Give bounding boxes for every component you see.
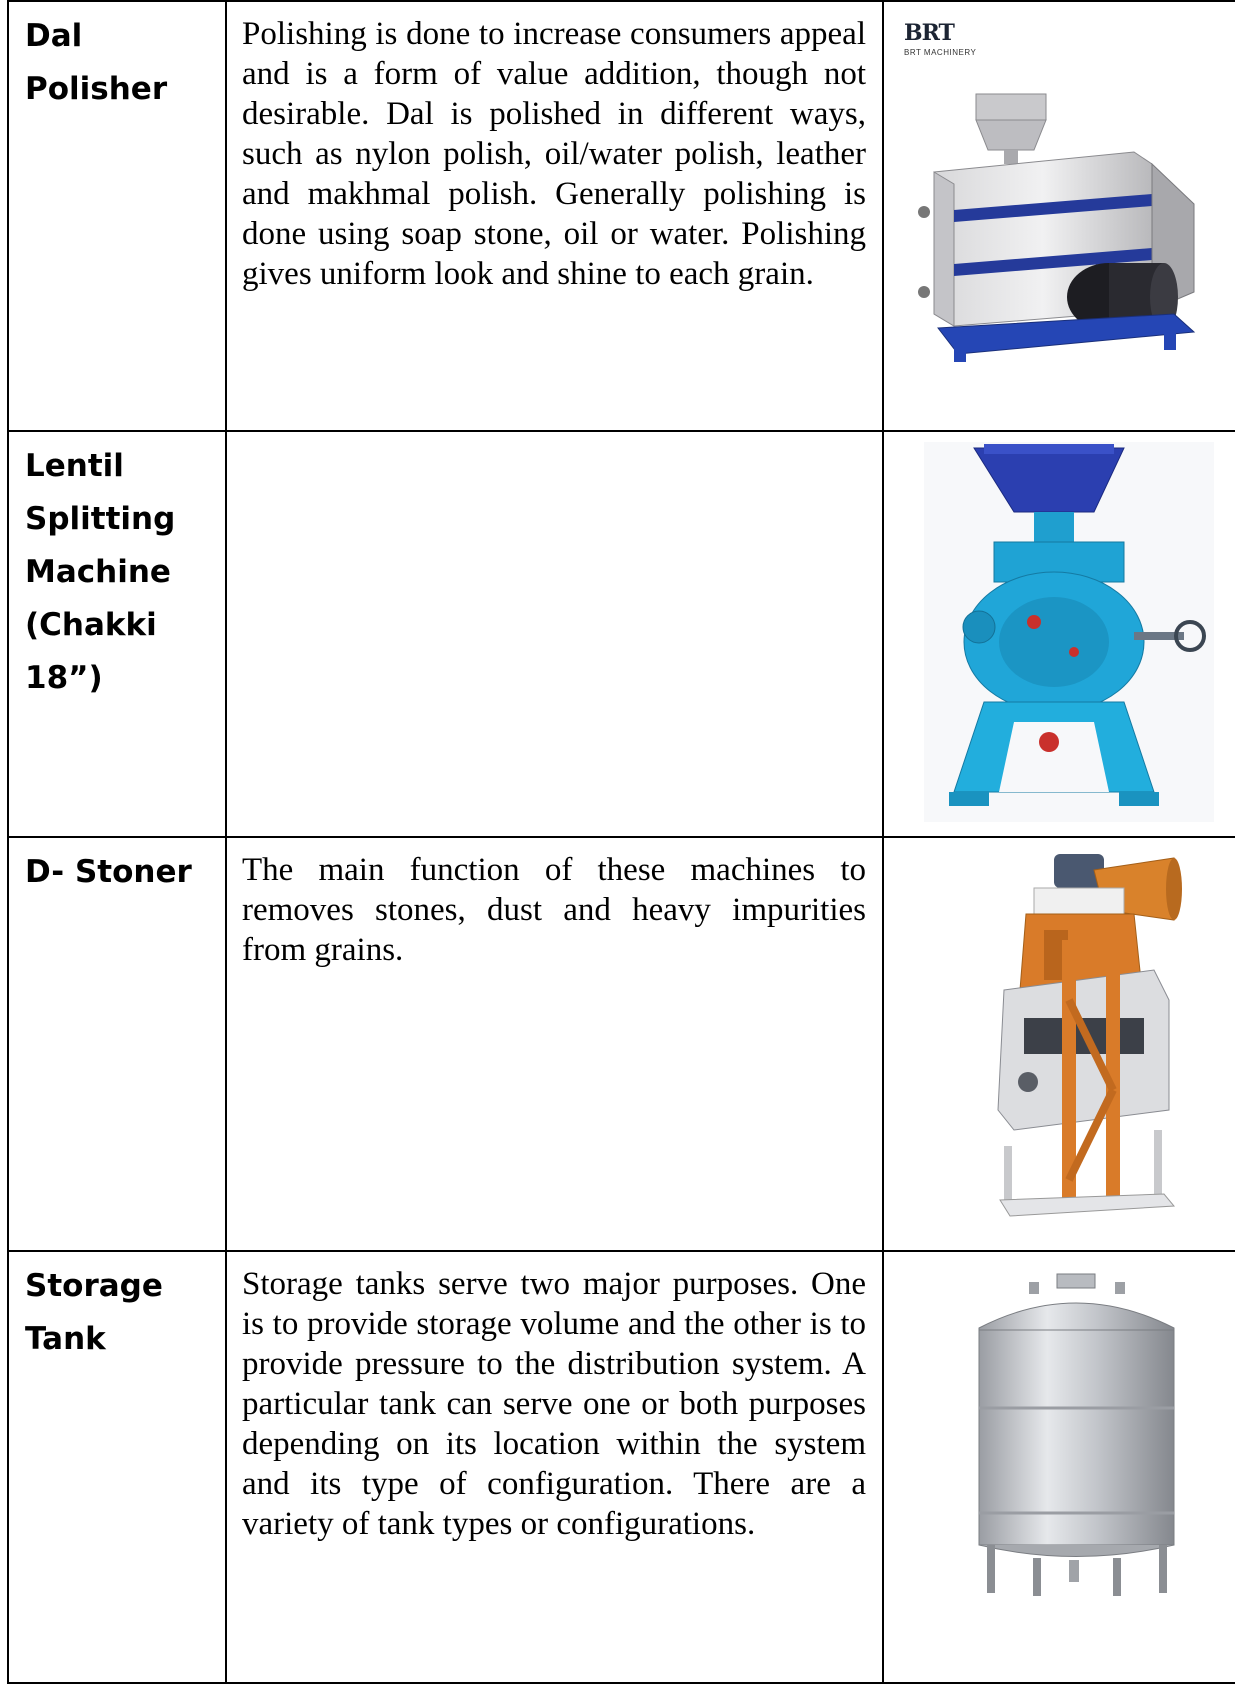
machine-description-cell (226, 1, 883, 431)
brand-logo-subtitle: BRT MACHINERY (904, 48, 977, 57)
machine-name: Storage Tank (25, 1268, 163, 1357)
machine-name-cell (8, 1251, 226, 1683)
machine-description-cell (226, 431, 883, 837)
dal-polisher-image (894, 92, 1224, 372)
machine-name-cell (8, 1, 226, 431)
destoner-machine-image (984, 850, 1184, 1230)
storage-tank-image (969, 1268, 1184, 1598)
machine-image-cell (883, 1, 1235, 431)
machine-image-cell (883, 431, 1235, 837)
machine-image-cell (883, 837, 1235, 1251)
brand-logo (904, 20, 976, 57)
machine-image-cell (883, 1251, 1235, 1683)
machine-name-cell (8, 837, 226, 1251)
machine-description (227, 432, 882, 444)
brand-logo-mark: BRT (904, 20, 954, 46)
machine-description: The main function of these machines to removes stones, dust and heavy impurities from grains. (242, 852, 866, 968)
table-row (8, 837, 1235, 1251)
table-row (8, 431, 1235, 837)
machine-description-cell (226, 837, 883, 1251)
machine-name: Lentil Splitting Machine (Chakki 18”) (25, 448, 176, 696)
machine-description: Storage tanks serve two major purposes. One is to provide storage volume and the other is to provide pressure to the distribution system. A particular tank can serve one or both purposes depending on its location within the system and its type of configuration. There are a variety of tank types or configurations. (242, 1266, 866, 1542)
table-row (8, 1, 1235, 431)
lentil-splitting-machine-image (924, 442, 1214, 822)
machines-table (7, 0, 1235, 1684)
machine-description-cell (226, 1251, 883, 1683)
machine-name-cell (8, 431, 226, 837)
machine-name: D- Stoner (25, 854, 192, 890)
table-row (8, 1251, 1235, 1683)
machine-description: Polishing is done to increase consumers appeal and is a form of value addition, though not desirable. Dal is polished in different ways, such as nylon polish, oil/water polish, leather and makhmal polish. Generally polishing is done using soap stone, oil or water. Polishing gives uniform look and shine to each grain. (242, 16, 866, 292)
machine-name: Dal Polisher (25, 18, 168, 107)
